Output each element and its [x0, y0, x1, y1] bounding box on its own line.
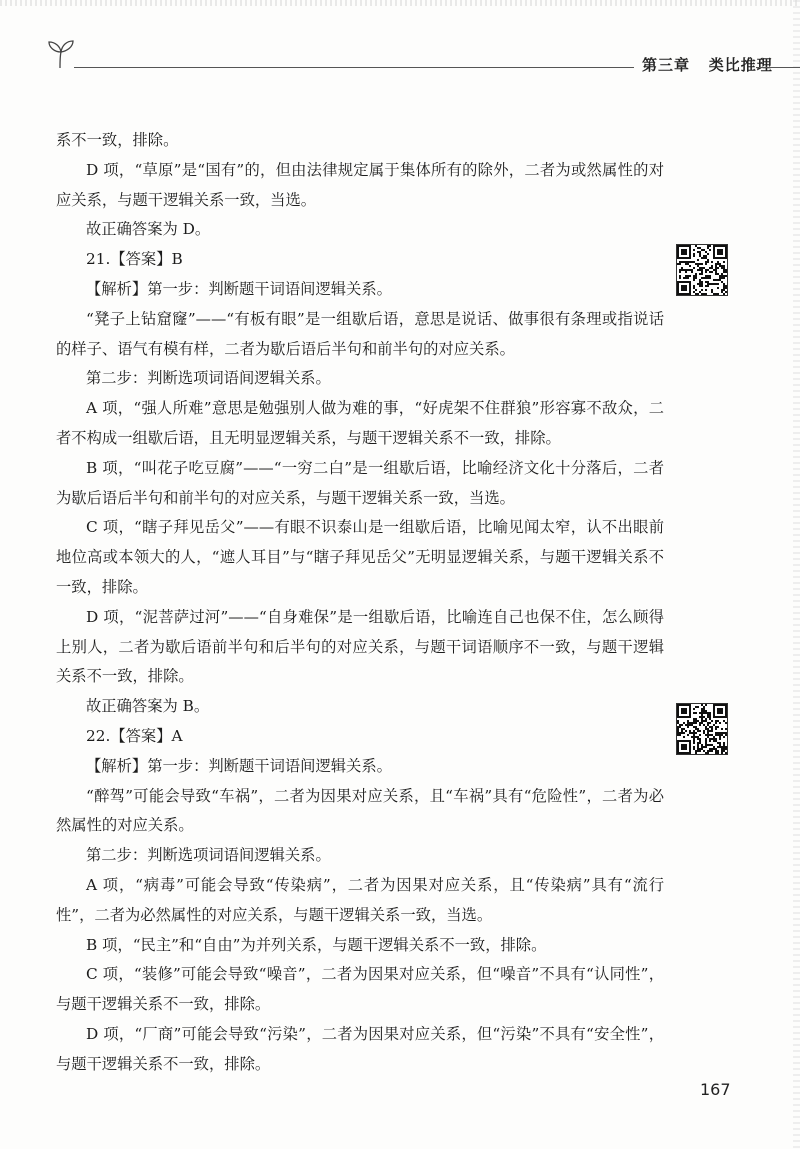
- scan-edge-top: [0, 0, 800, 6]
- answer-heading: 22.【答案】A: [86, 726, 183, 745]
- paragraph: “醉驾”可能会导致“车祸”，二者为因果对应关系，且“车祸”具有“危险性”，二者为必然属性的对应关系。: [56, 786, 664, 835]
- option-a: A 项，“强人所难”意思是勉强别人做为难的事，“好虎架不住群狼”形容寡不敌众，二者不构成一组歇后语，且无明显逻辑关系，与题干逻辑关系不一致，排除。: [56, 399, 664, 447]
- analysis-step: 【解析】第一步：判断题干词语间逻辑关系。: [86, 279, 392, 298]
- qr-code-icon[interactable]: [676, 244, 728, 296]
- paragraph: 故正确答案为 D。: [86, 220, 211, 239]
- header-rule-right: [756, 67, 800, 68]
- option-c: C 项，“装修”可能会导致“噪音”，二者为因果对应关系，但“噪音”不具有“认同性”，与题干逻辑关系不一致，排除。: [56, 965, 664, 1014]
- page-number: 167: [700, 1080, 731, 1099]
- header-rule-left: [74, 67, 634, 68]
- paragraph: 故正确答案为 B。: [86, 697, 210, 716]
- analysis-step: 第二步：判断选项词语间逻辑关系。: [86, 846, 331, 865]
- option-b: B 项，“民主”和“自由”为并列关系，与题干逻辑关系不一致，排除。: [86, 935, 547, 954]
- analysis-step: 第二步：判断选项词语间逻辑关系。: [86, 369, 331, 388]
- qr-code-icon[interactable]: [676, 703, 728, 755]
- scan-edge-right: [793, 0, 800, 1149]
- running-header: [46, 38, 800, 78]
- chapter-number: 第三章: [642, 56, 691, 74]
- analysis-step: 【解析】第一步：判断题干词语间逻辑关系。: [86, 756, 392, 775]
- option-a: A 项，“病毒”可能会导致“传染病”，二者为因果对应关系，且“传染病”具有“流行性”，二者为必然属性的对应关系，与题干逻辑关系一致，当选。: [56, 875, 664, 924]
- chapter-title: [642, 54, 773, 75]
- body-text: [56, 126, 664, 1080]
- answer-heading: 21.【答案】B: [86, 250, 183, 269]
- option-b: B 项，“叫花子吃豆腐”——“一穷二白”是一组歇后语，比喻经济文化十分落后，二者为歇后语后半句和前半句的对应关系，与题干逻辑关系一致，当选。: [56, 458, 664, 507]
- chapter-name: 类比推理: [708, 56, 773, 74]
- option-d: D 项，“泥菩萨过河”——“自身难保”是一组歇后语，比喻连自己也保不住，怎么顾得上别人，二者为歇后语前半句和后半句的对应关系，与题干词语顺序不一致，与题干逻辑关系不一致，排除。: [56, 607, 664, 686]
- paragraph: D 项，“草原”是“国有”的，但由法律规定属于集体所有的除外，二者为或然属性的对应关系，与题干逻辑关系一致，当选。: [56, 160, 664, 209]
- qr-pattern: [677, 245, 727, 295]
- option-d: D 项，“厂商”可能会导致“污染”，二者为因果对应关系，但“污染”不具有“安全性”，与题干逻辑关系不一致，排除。: [56, 1024, 664, 1073]
- paragraph: 系不一致，排除。: [56, 131, 179, 149]
- sprout-icon: [46, 38, 76, 70]
- paragraph: “凳子上钻窟窿”——“有板有眼”是一组歇后语，意思是说话、做事很有条理或指说话的样子、语气有模有样，二者为歇后语后半句和前半句的对应关系。: [56, 309, 664, 358]
- qr-pattern: [677, 704, 727, 754]
- option-c: C 项，“瞎子拜见岳父”——有眼不识泰山是一组歇后语，比喻见闻太窄，认不出眼前地位高或本领大的人，“遮人耳目”与“瞎子拜见岳父”无明显逻辑关系，与题干逻辑关系不一致，排除。: [56, 518, 664, 596]
